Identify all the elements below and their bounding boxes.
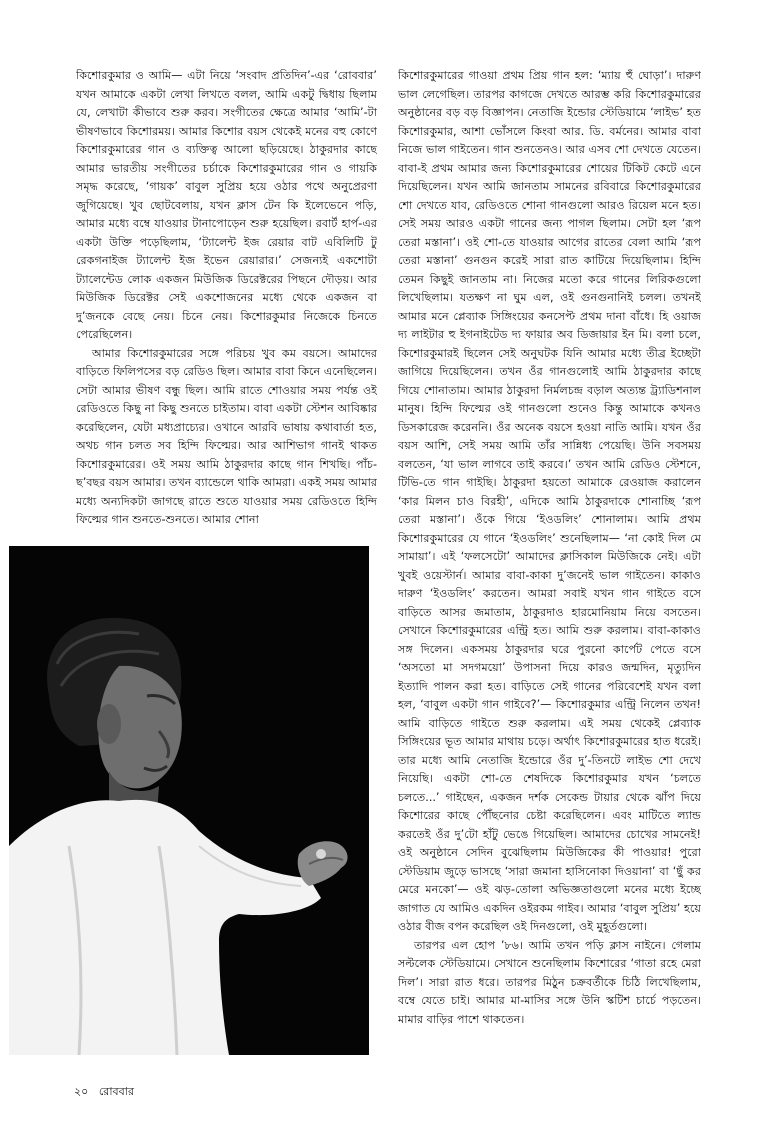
left-column xyxy=(76,67,377,533)
right-paragraph-2: তারপর এল হোপ ’৮৬। আমি তখন পড়ি ক্লাস নাইনে। গেলাম সল্টলেক স্টেডিয়ামে। সেখানে শুনেছিলাম কিশোরের ‘গাতা রহে মেরা দিল’। সারা রাত ধরে। তারপর মিঠুন চক্রবর্তীকে চিঠি লিখেছিলাম, বম্বে যেতে চাই। আমার মা-মাসির সঙ্গে উনি স্কটিশ চার্চে পড়তেন। মামার বাড়ির পাশে থাকতেন। xyxy=(398,938,701,1026)
left-paragraph-1: কিশোরকুমার ও আমি— এটা নিয়ে ‘সংবাদ প্রতিদিন’-এর ‘রোববার’ যখন আমাকে একটা লেখা লিখতে বলল, আমি একটু দ্বিধায় ছিলাম যে, লেখাটা কীভাবে শুরু করব। সংগীতের ক্ষেত্রে আমার ‘আমি’-টা ভীষণভাবে কিশোরময়। আমার কিশোর বয়স থেকেই মনের বহু কোণে কিশোরকুমারের গান ও ব্যক্তিত্ব আলো ছড়িয়েছে। ঠাকুরদার কাছে আমার ভারতীয় সংগীতের চর্চাকে কিশোরকুমারের গান ও গায়কি সমৃদ্ধ করেছে, ‘গায়ক’ বাবুল সুপ্রিয় হয়ে ওঠার পথে অনুপ্রেরণা জুগিয়েছে। খুব ছোটবেলায়, যখন ক্লাস টেন কি ইলেভেনে পড়ি, আমার মধ্যে বম্বে যাওয়ার টানাপোড়েন শুরু হয়েছিল। রবার্ট হার্প-এর একটা উক্তি পড়েছিলাম, ‘ট্যালেন্ট ইজ রেয়ার বাট এবিলিটি টু রেকগনাইজ ট্যালেন্ট ইজ ইভেন রেয়ারার।’ সেজন্যই একশোটা ট্যালেন্টেড লোক একজন মিউজিক ডিরেক্টরের পিছনে দৌড়য়। আর মিউজিক ডিরেক্টর সেই একশোজনের মধ্যে থেকে একজন বা দু’জনকে বেছে নেয়। চিনে নেয়। কিশোরকুমার নিজেকে চিনতে পেরেছিলেন। xyxy=(76,69,377,341)
page-footer xyxy=(74,1083,134,1102)
magazine-name: রোববার xyxy=(98,1085,135,1098)
singer-photo xyxy=(9,546,369,1055)
right-paragraph-1: কিশোরকুমারের গাওয়া প্রথম প্রিয় গান হল: ‘ম্যায় হুঁ ঘোড়া’। দারুণ ভাল লেগেছিল। তারপর কাগজে দেখতে আরম্ভ করি কিশোরকুমারের অনুষ্ঠানের বড় বড় বিজ্ঞাপন। নেতাজি ইন্ডোর স্টেডিয়ামে ‘লাইভ’ হত কিশোরকুমার, আশা ভোঁসলে কিংবা আর. ডি. বর্মনের। আমার বাবা নিজে ভাল গাইতেন। গান শুনতেনও। আর এসব শো দেখতে যেতেন। বাবা-ই প্রথম আমার জন্য কিশোরকুমারের শোয়ের টিকিট কেটে এনে দিয়েছিলেন। যখন আমি জানতাম সামনের রবিবারে কিশোরকুমারের শো দেখতে যাব, রেডিওতে শোনা গানগুলো আরও রিয়েল মনে হত। সেই সময় আরও একটা গানের জন্য পাগল ছিলাম। সেটা হল ‘রূপ তেরা মস্তানা’। ওই শো-তে যাওয়ার আগের রাতের বেলা আমি ‘রূপ তেরা মস্তানা’ গুনগুন করেই সারা রাত কাটিয়ে দিয়েছিলাম। হিন্দি তেমন কিছুই জানতাম না। নিজের মতো করে গানের লিরিকগুলো লিখেছিলাম। যতক্ষণ না ঘুম এল, ওই গুনগুনানিই চলল। তখনই আমার মনে প্লেব্যাক সিঙ্গিংয়ের কনসেপ্ট প্রথম দানা বাঁধে। হি ওয়াজ দ্য লাইটার হু ইগনাইটেড দ্য ফায়ার অব ডিজায়ার ইন মি। বলা চলে, কিশোরকুমারই ছিলেন সেই অনুঘটক যিনি আমার মধ্যে তীব্র ইচ্ছেটা জাগিয়ে দিয়েছিলেন। তখন ওঁর গানগুলোই আমি ঠাকুরদার কাছে গিয়ে শোনাতাম। আমার ঠাকুরদা নির্মলচন্দ্র বড়াল অত্যন্ত ট্র্যাডিশনাল মানুষ। হিন্দি ফিল্মের ওই গানগুলো শুনেও কিন্তু আমাকে কখনও ডিসকারেজ করেননি। ওঁর অনেক বয়সে হওয়া নাতি আমি। যখন ওঁর বয়স আশি, সেই সময় আমি তাঁর সান্নিধ্য পেয়েছি। উনি সবসময় বলতেন, ‘যা ভাল লাগবে তাই করবে।’ তখন আমি রেডিও স্টেশনে, টিভি-তে গান গাইছি। ঠাকুরদা হয়তো আমাকে রেওয়াজ করালেন ‘কার মিলন চাও বিরহী’, এদিকে আমি ঠাকুরদাকে শোনাচ্ছি ‘রূপ তেরা মস্তানা’। ওঁকে গিয়ে ‘ইওডলিং’ শোনালাম। আমি প্রথম কিশোরকুমারের যে গানে ‘ইওডলিং’ শুনেছিলাম— ‘না কোই দিল মে সামায়া’। এই ‘ফলসেটো’ আমাদের ক্লাসিকাল মিউজিকে নেই। এটা খুবই ওয়েস্টার্ন। আমার বাবা-কাকা দু’জনেই ভাল গাইতেন। কাকাও দারুণ ‘ইওডলিং’ করতেন। আমরা সবাই যখন গান গাইতে বসে বাড়িতে আসর জমাতাম, ঠাকুরদাও হারমোনিয়াম নিয়ে বসতেন। সেখানে কিশোরকুমারের এন্ট্রি হত। আমি শুরু করলাম। বাবা-কাকাও সঙ্গ দিলেন। একসময় ঠাকুরদার ঘরে পুরনো কার্পেট পেতে বসে ‘অসতো মা সদগময়ো’ উপাসনা দিয়ে কারও জন্মদিন, মৃত্যুদিন ইত্যাদি পালন করা হত। বাড়িতে সেই গানের পরিবেশেই যখন বলা হল, ‘বাবুল একটা গান গাইবে?’— কিশোরকুমার এন্ট্রি নিলেন তখন! আমি বাড়িতে গাইতে শুরু করলাম। এই সময় থেকেই প্লেব্যাক সিঙ্গিংয়ের ভূত আমার মাথায় চড়ে। অর্থাৎ কিশোরকুমারের হাত ধরেই। তার মধ্যে আমি নেতাজি ইন্ডোরে ওঁর দু’-তিনটে লাইভ শো দেখে নিয়েছি। একটা শো-তে শেষদিকে কিশোরকুমার যখন ‘চলতে চলতে...’ গাইছেন, একজন দর্শক সেকেন্ড টায়ার থেকে ঝাঁপ দিয়ে কিশোরের কাছে পৌঁছনোর চেষ্টা করেছিলেন। এবং মাটিতে ল্যান্ড করতেই ওঁর দু’টো হাঁটু ভেঙে গিয়েছিল। আমাদের চোখের সামনেই! ওই অনুষ্ঠানে সেদিন বুঝেছিলাম মিউজিকের কী পাওয়ার! পুরো স্টেডিয়াম জুড়ে ভাসছে ‘সারা জমানা হাসিনোকা দিওয়ানা’ বা ‘ছুঁ কর মেরে মনকো’— ওই ঝড়-তোলা অভিজ্ঞতাগুলো মনের মধ্যে ইচ্ছে জাগাত যে আমিও একদিন ওইরকম গাইব। আমার ‘বাবুল সুপ্রিয়’ হয়ে ওঠার বীজ বপন করেছিল ওই দিনগুলো, ওই মুহূর্তগুলো। xyxy=(398,69,701,933)
right-column xyxy=(398,67,701,1067)
page-number: ২০ xyxy=(74,1085,89,1098)
left-paragraph-2: আমার কিশোরকুমারের সঙ্গে পরিচয় খুব কম বয়সে। আমাদের বাড়িতে ফিলিপসের বড় রেডিও ছিল। আমার বাবা কিনে এনেছিলেন। সেটা আমার ভীষণ বন্ধু ছিল। আমি রাতে শোওয়ার সময় পর্যন্ত ওই রেডিওতে কিছু না কিছু শুনতে চাইতাম। বাবা একটা স্টেশন আবিষ্কার করেছিলেন, যেটা মধ্যপ্রাচ্যের। ওখানে আরবি ভাষায় কথাবার্তা হত, অথচ গান চলত সব হিন্দি ফিল্মের। আর আশিভাগ গানই থাকত কিশোরকুমারের। ওই সময় আমি ঠাকুরদার কাছে গান শিখছি। পাঁচ-ছ’বছর বয়স আমার। তখন ব্যান্ডেলে থাকি আমরা। একই সময় আমার মধ্যে অন্যদিকটা জাগছে রাতে শুতে যাওয়ার সময় রেডিওতে হিন্দি ফিল্মের গান শুনতে-শুনতে। আমার শোনা xyxy=(76,346,377,526)
